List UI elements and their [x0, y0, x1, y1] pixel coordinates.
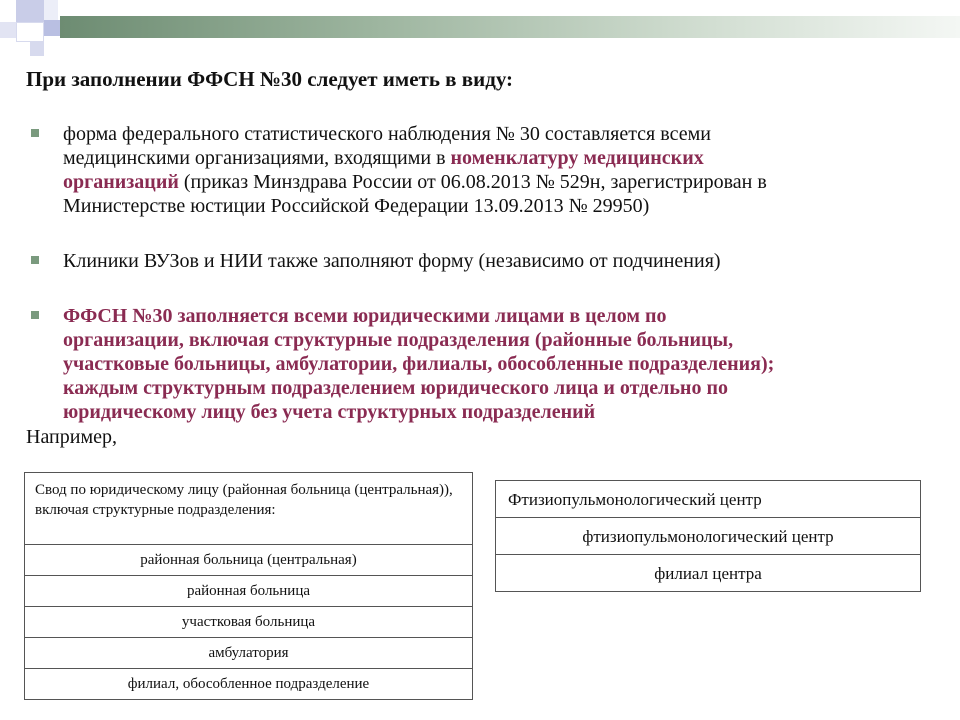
decor-square — [0, 22, 16, 38]
table-row: районная больница (центральная) — [25, 545, 472, 576]
slide-heading: При заполнении ФФСН №30 следует иметь в виду: — [26, 67, 514, 91]
body-text: Министерстве юстиции Российской Федерации 13.09.2013 № 29950) — [63, 195, 650, 217]
paragraph-line — [63, 170, 767, 194]
bullet-paragraph-nomenclature — [63, 122, 767, 218]
body-text: медицинскими организациями, входящими в — [63, 147, 451, 169]
decor-square — [16, 0, 44, 22]
phthisiology-center-table — [495, 480, 921, 592]
accent-text: организаций — [63, 171, 179, 193]
legal-entity-structure-table — [24, 472, 473, 700]
table-header-cell: Фтизиопульмонологический центр — [496, 481, 920, 518]
accent-text: участковые больницы, амбулатории, филиалы, обособленные подразделения); — [63, 353, 775, 375]
decor-square — [30, 42, 44, 56]
paragraph-line — [63, 352, 774, 376]
paragraph-line — [63, 304, 774, 328]
table-header-cell: Свод по юридическому лицу (районная больница (центральная)), включая структурные подразделения: — [25, 473, 472, 545]
table-row: районная больница — [25, 576, 472, 607]
table-row: участковая больница — [25, 607, 472, 638]
accent-text: ФФСН №30 заполняется всеми юридическими лицами в целом по — [63, 305, 667, 327]
paragraph-line — [63, 376, 774, 400]
header-gradient-bar — [60, 16, 960, 38]
bullet-marker-icon — [31, 256, 39, 264]
accent-text: номенклатуру медицинских — [450, 147, 704, 169]
example-label: Например, — [26, 426, 117, 448]
table-row: филиал центра — [654, 564, 762, 583]
decor-square — [44, 20, 60, 36]
bullet-paragraph-legal-entities — [63, 304, 774, 424]
decor-square — [44, 0, 58, 20]
bullet-paragraph-clinics — [63, 249, 721, 273]
accent-text: организации, включая структурные подразделения (районные больницы, — [63, 329, 734, 351]
paragraph-line — [63, 249, 721, 273]
body-text: форма федерального статистического наблюдения № 30 составляется всеми — [63, 123, 711, 145]
decor-square — [16, 22, 44, 42]
paragraph-line — [63, 122, 767, 146]
bullet-marker-icon — [31, 129, 39, 137]
paragraph-line — [63, 194, 767, 218]
paragraph-line — [63, 328, 774, 352]
accent-text: каждым структурным подразделением юридического лица и отдельно по — [63, 377, 728, 399]
paragraph-line — [63, 146, 767, 170]
table-row: амбулатория — [25, 638, 472, 669]
paragraph-line — [63, 400, 774, 424]
accent-text: юридическому лицу без учета структурных подразделений — [63, 401, 596, 423]
table-row: фтизиопульмонологический центр — [496, 518, 920, 555]
body-text: (приказ Минздрава России от 06.08.2013 № 529н, зарегистрирован в — [178, 171, 767, 193]
table-row: филиал, обособленное подразделение — [127, 676, 370, 692]
bullet-marker-icon — [31, 311, 39, 319]
body-text: Клиники ВУЗов и НИИ также заполняют форму (независимо от подчинения) — [63, 250, 721, 272]
